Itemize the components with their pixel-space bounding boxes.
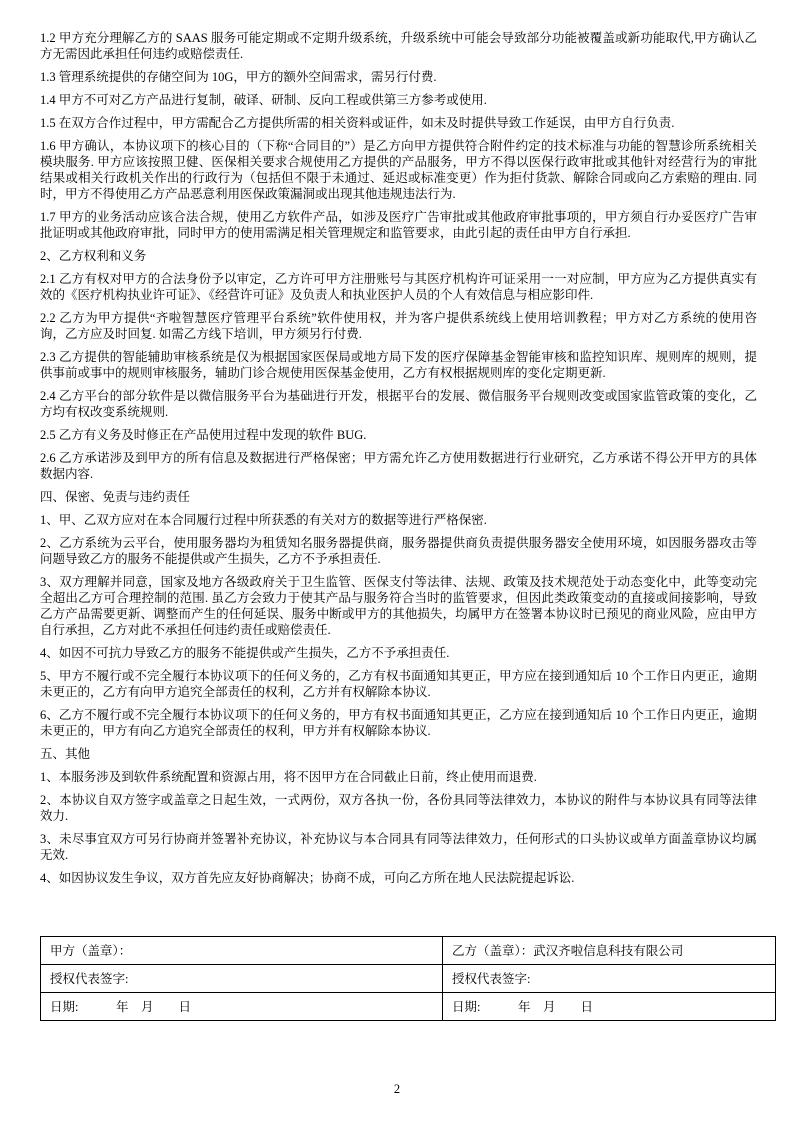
party-b-date-cell: 日期: 年 月 日 (443, 993, 776, 1021)
contract-body (40, 30, 757, 886)
clause-5-4: 4、如因协议发生争议，双方首先应友好协商解决；协商不成，可向乙方所在地人民法院提起诉讼. (40, 871, 575, 885)
clause-5-3: 3、未尽事宜双方可另行协商并签署补充协议，补充协议与本合同具有同等法律效力，任何形式的口头协议或单方面盖章协议均属无效. (40, 832, 757, 862)
page-number: 2 (393, 1082, 401, 1096)
signature-table (40, 936, 776, 1021)
clause-1-7: 1.7 甲方的业务活动应该合法合规，使用乙方软件产品，如涉及医疗广告审批或其他政府审批事项的，甲方须自行办妥医疗广告审批证明或其他政府审批，同时甲方的使用需满足相关管理规定和监管要求，由此引起的责任由甲方自行承担. (40, 210, 757, 240)
section-heading-confidentiality: 四、保密、免责与违约责任 (40, 490, 191, 504)
clause-4-4: 4、如因不可抗力导致乙方的服务不能提供或产生损失，乙方不予承担责任. (40, 646, 450, 660)
party-a-signature-cell: 授权代表签字: (41, 965, 443, 993)
clause-2-5: 2.5 乙方有义务及时修正在产品使用过程中发现的软件 BUG. (40, 428, 367, 442)
clause-1-6: 1.6 甲方确认，本协议项下的核心目的（下称“合同目的”）是乙方向甲方提供符合附件约定的技术标准与功能的智慧诊所系统相关模块服务. 甲方应该按照卫健、医保相关要求合规使用乙方提供的产品服务，甲方不得以医保行政审批或其他针对经营行为的审批结果或相关行政机关作出的行政行为（包括但不限于未通过、延迟或标准变更）作为拒付货款、解除合同或向乙方索赔的理由. 同时，甲方不得使用乙方产品恶意利用医保政策漏洞或出现其他违规违法行为. (40, 139, 757, 201)
clause-1-3: 1.3 管理系统提供的存储空间为 10G，甲方的额外空间需求，需另行付费. (40, 70, 437, 84)
party-a-date-cell: 日期: 年 月 日 (41, 993, 443, 1021)
table-row-date (41, 993, 776, 1021)
clause-4-1: 1、甲、乙双方应对在本合同履行过程中所获悉的有关对方的数据等进行严格保密. (40, 513, 487, 527)
clause-1-4: 1.4 甲方不可对乙方产品进行复制，破译、研制、反向工程或供第三方参考或使用. (40, 93, 487, 107)
party-b-signature-cell: 授权代表签字: (443, 965, 776, 993)
clause-4-2: 2、乙方系统为云平台，使用服务器均为租赁知名服务器提供商，服务器提供商负责提供服务器安全使用环境，如因服务器攻击等问题导致乙方的服务不能提供或产生损失，乙方不予承担责任. (40, 536, 757, 566)
table-row-signature (41, 965, 776, 993)
party-a-seal-cell: 甲方（盖章）： (41, 937, 443, 965)
clause-5-1: 1、本服务涉及到软件系统配置和资源占用，将不因甲方在合同截止日前，终止使用而退费. (40, 770, 537, 784)
clause-2-1: 2.1 乙方有权对甲方的合法身份予以审定，乙方许可甲方注册账号与其医疗机构许可证采用一一对应制，甲方应为乙方提供真实有效的《医疗机构执业许可证》、《经营许可证》及负责人和执业医护人员的个人有效信息与相应影印件. (40, 272, 757, 302)
clause-4-6: 6、乙方不履行或不完全履行本协议项下的任何义务的，甲方有权书面通知其更正，乙方应在接到通知后 10 个工作日内更正，逾期未更正的，甲方有向乙方追究全部责任的权利，甲方并有权解除本协议. (40, 708, 757, 738)
clause-1-2: 1.2 甲方充分理解乙方的 SAAS 服务可能定期或不定期升级系统，升级系统中可能会导致部分功能被覆盖或新功能取代,甲方确认乙方无需因此承担任何违约或赔偿责任. (40, 31, 757, 61)
party-b-seal-cell: 乙方（盖章）：武汉齐啦信息科技有限公司 (443, 937, 776, 965)
clause-2-3: 2.3 乙方提供的智能辅助审核系统是仅为根据国家医保局或地方局下发的医疗保障基金智能审核和监控知识库、规则库的规则，提供事前或事中的规则审核服务，辅助门诊合规使用医保基金使用，乙方有权根据规则库的变化定期更新. (40, 350, 757, 380)
clause-5-2: 2、本协议自双方签字或盖章之日起生效，一式两份，双方各执一份，各份具同等法律效力，本协议的附件与本协议具有同等法律效力. (40, 793, 757, 823)
section-heading-others: 五、其他 (40, 747, 91, 761)
clause-2-6: 2.6 乙方承诺涉及到甲方的所有信息及数据进行严格保密；甲方需允许乙方使用数据进行行业研究，乙方承诺不得公开甲方的具体数据内容. (40, 451, 757, 481)
clause-4-3: 3、双方理解并同意，国家及地方各级政府关于卫生监管、医保支付等法律、法规、政策及技术规范处于动态变化中，此等变动完全超出乙方可合理控制的范围. 虽乙方会致力于使其产品与服务符合当时的监管要求，但因此类政策变动的直接或间接影响，导致乙方产品需要更新、调整而产生的任何延误、服务中断或甲方的其他损失，均属甲方在签署本协议时已预见的商业风险，应由甲方自行承担，乙方对此不承担任何违约责任或赔偿责任. (40, 575, 757, 637)
clause-2-4: 2.4 乙方平台的部分软件是以微信服务平台为基础进行开发，根据平台的发展、微信服务平台规则改变或国家监管政策的变化，乙方均有权改变系统规则. (40, 389, 757, 419)
clause-2-2: 2.2 乙方为甲方提供“齐啦智慧医疗管理平台系统”软件使用权，并为客户提供系统线上使用培训教程；甲方对乙方系统的使用咨询，乙方应及时回复. 如需乙方线下培训，甲方须另行付费. (40, 311, 757, 341)
clause-1-5: 1.5 在双方合作过程中，甲方需配合乙方提供所需的相关资料或证件，如未及时提供导致工作延误，由甲方自行负责. (40, 116, 675, 130)
table-row-seal (41, 937, 776, 965)
section-heading-party-b-rights: 2、乙方权利和义务 (40, 249, 147, 263)
clause-4-5: 5、甲方不履行或不完全履行本协议项下的任何义务的，乙方有权书面通知其更正，甲方应在接到通知后 10 个工作日内更正，逾期未更正的，乙方有向甲方追究全部责任的权利，乙方并有权解除本协议. (40, 669, 757, 699)
